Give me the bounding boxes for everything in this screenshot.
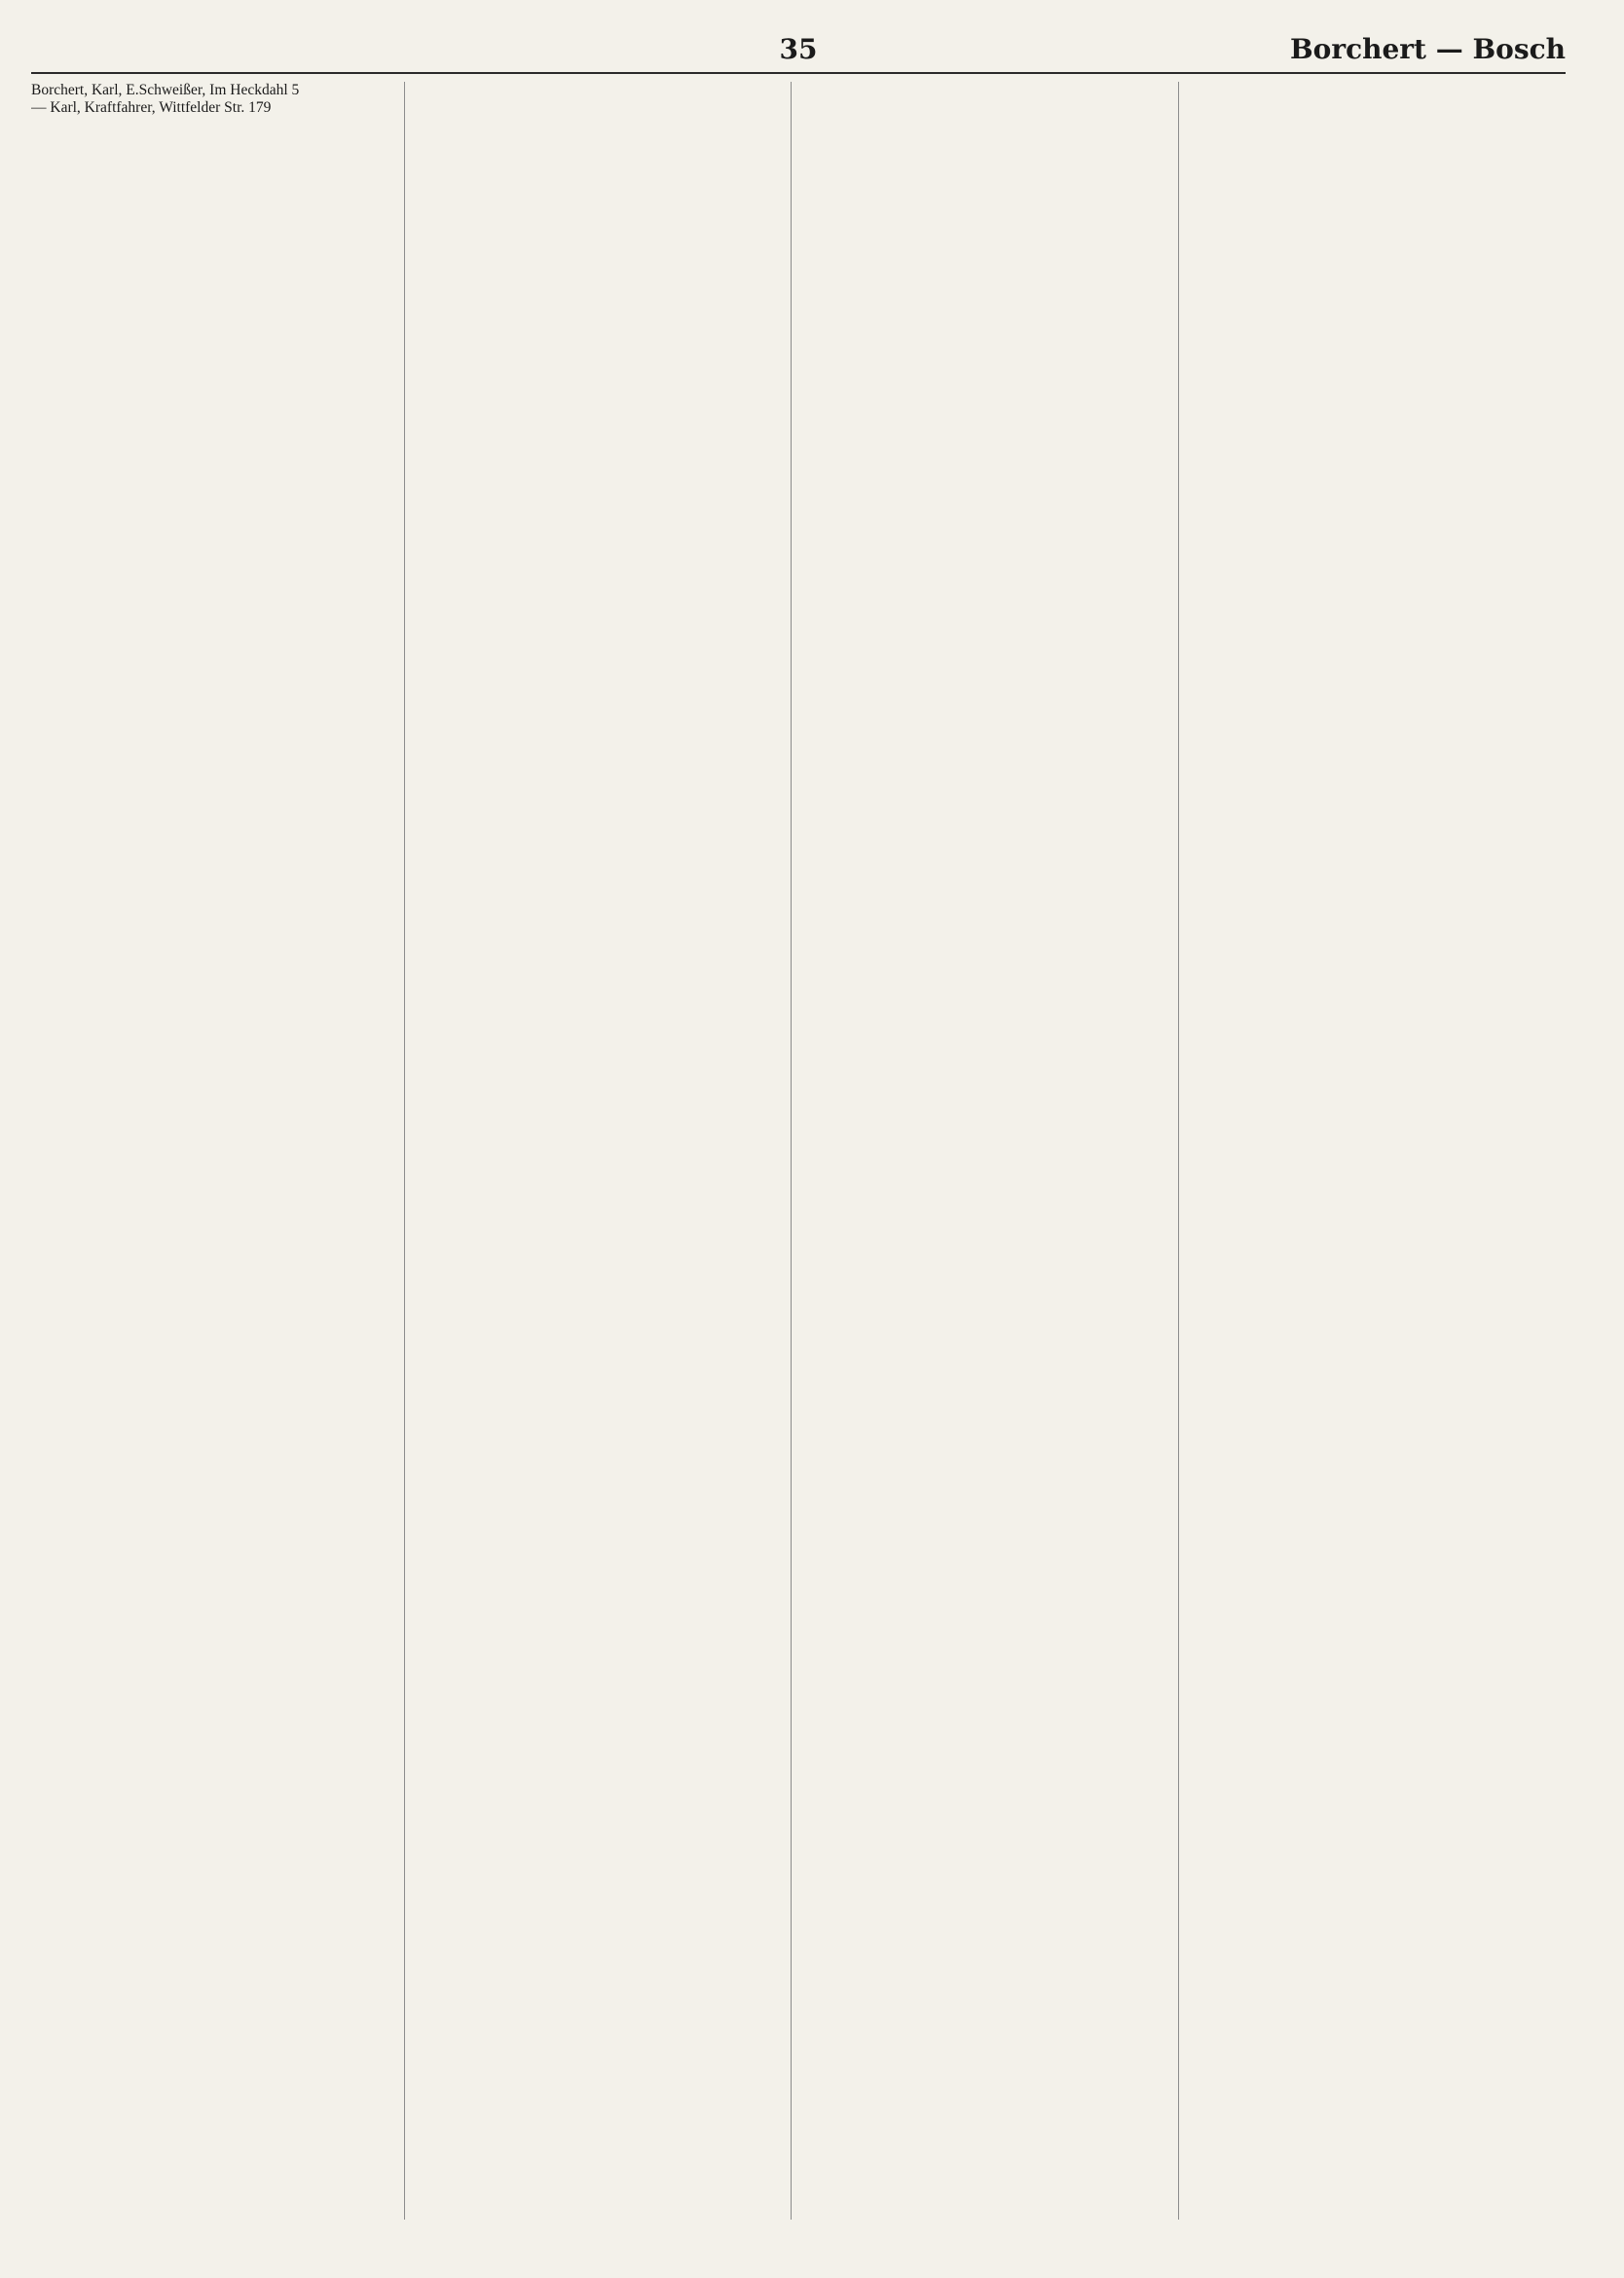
directory-column-3	[805, 82, 1179, 2220]
directory-column-2	[419, 82, 793, 2220]
page-header	[31, 29, 1566, 74]
running-head: Borchert — Bosch	[1289, 33, 1566, 65]
directory-column-4	[1193, 82, 1567, 2220]
page-number: 35	[779, 33, 818, 65]
directory-column-1	[31, 82, 405, 2220]
directory-columns	[31, 82, 1566, 2220]
directory-entry: — Karl, Kraftfahrer, Wittfelder Str. 179	[31, 99, 272, 117]
directory-entry: Borchert, Karl, E.Schweißer, Im Heckdahl 5	[31, 82, 300, 98]
